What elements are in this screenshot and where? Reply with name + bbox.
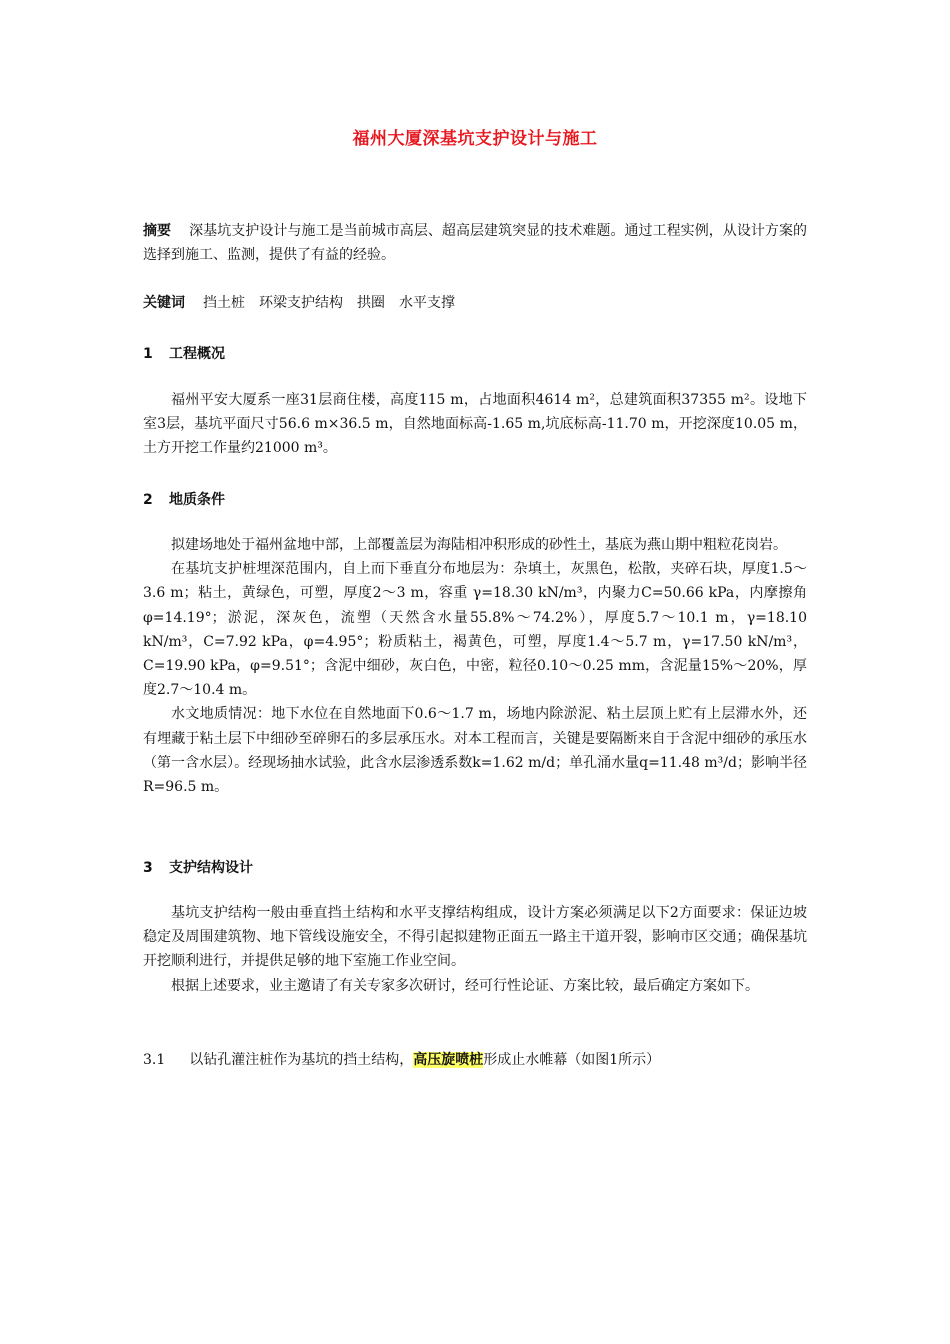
highlighted-term: 高压旋喷桩 xyxy=(413,1052,484,1068)
subsection-3-1: 3.1 以钻孔灌注桩作为基坑的挡土结构，高压旋喷桩形成止水帷幕（如图1所示） xyxy=(143,1052,661,1068)
section-2-body xyxy=(143,533,807,799)
paragraph: 在基坑支护桩埋深范围内，自上而下垂直分布地层为：杂填土，灰黑色，松散，夹碎石块，厚度1.5～3.6 m；粘土，黄绿色，可塑，厚度2～3 m，容重 γ=18.30 kN/m³，内聚力C=50.66 kPa，内摩擦角 φ=14.19°；淤泥，深灰色，流塑（天然含水量55.8%～74.2%），厚度5.7～10.1 m，γ=18.10 kN/m³，C=7.92 kPa，φ=4.95°；粉质粘土，褐黄色，可塑，厚度1.4～5.7 m，γ=17.50 kN/m³，C=19.90 kPa，φ=9.51°；含泥中细砂，灰白色，中密，粒径0.10～0.25 mm，含泥量15%～20%，厚度2.7～10.4 m。 xyxy=(143,561,807,699)
subsection-number: 3.1 xyxy=(143,1052,166,1068)
section-1-body xyxy=(143,388,807,461)
paragraph: 福州平安大厦系一座31层商住楼，高度115 m，占地面积4614 m²，总建筑面积37355 m²。设地下室3层，基坑平面尺寸56.6 m×36.5 m，自然地面标高-1.65 m,坑底标高-11.70 m，开挖深度10.05 m，土方开挖工作量约21000 m³。 xyxy=(143,392,807,457)
abstract-text: 深基坑支护设计与施工是当前城市高层、超高层建筑突显的技术难题。通过工程实例，从设计方案的选择到施工、监测，提供了有益的经验。 xyxy=(143,223,808,264)
section-heading: 2 地质条件 xyxy=(143,492,225,508)
keyword-item: 环梁支护结构 xyxy=(259,295,343,311)
keywords-label: 关键词 xyxy=(143,295,185,311)
paragraph: 基坑支护结构一般由垂直挡土结构和水平支撑结构组成，设计方案必须满足以下2方面要求：保证边坡稳定及周围建筑物、地下管线设施安全，不得引起拟建物正面五一路主干道开裂，影响市区交通；确保基坑开挖顺利进行，并提供足够的地下室施工作业空间。 xyxy=(143,905,807,970)
paragraph: 拟建场地处于福州盆地中部，上部覆盖层为海陆相冲积形成的砂性土，基底为燕山期中粗粒花岗岩。 xyxy=(171,537,787,553)
abstract-block xyxy=(143,219,807,267)
section-3-body xyxy=(143,901,807,998)
keyword-item: 拱圈 xyxy=(357,295,385,311)
paragraph: 根据上述要求，业主邀请了有关专家多次研讨，经可行性论证、方案比较，最后确定方案如下。 xyxy=(171,977,759,994)
section-heading: 3 支护结构设计 xyxy=(143,860,253,876)
section-heading: 1 工程概况 xyxy=(143,346,225,362)
document-title: 福州大厦深基坑支护设计与施工 xyxy=(352,129,598,149)
abstract-label: 摘要 xyxy=(143,223,172,239)
keyword-item: 水平支撑 xyxy=(399,295,455,311)
keywords-block xyxy=(143,291,807,315)
keyword-item: 挡土桩 xyxy=(203,295,245,311)
paragraph: 水文地质情况：地下水位在自然地面下0.6～1.7 m，场地内除淤泥、粘土层顶上贮有上层滞水外，还有埋藏于粘土层下中细砂至碎卵石的多层承压水。对本工程而言，关键是要隔断来自于含泥中细砂的承压水（第一含水层）。经现场抽水试验，此含水层渗透系数k=1.62 m/d；单孔涌水量q=11.48 m³/d；影响半径R=96.5 m。 xyxy=(143,706,807,796)
